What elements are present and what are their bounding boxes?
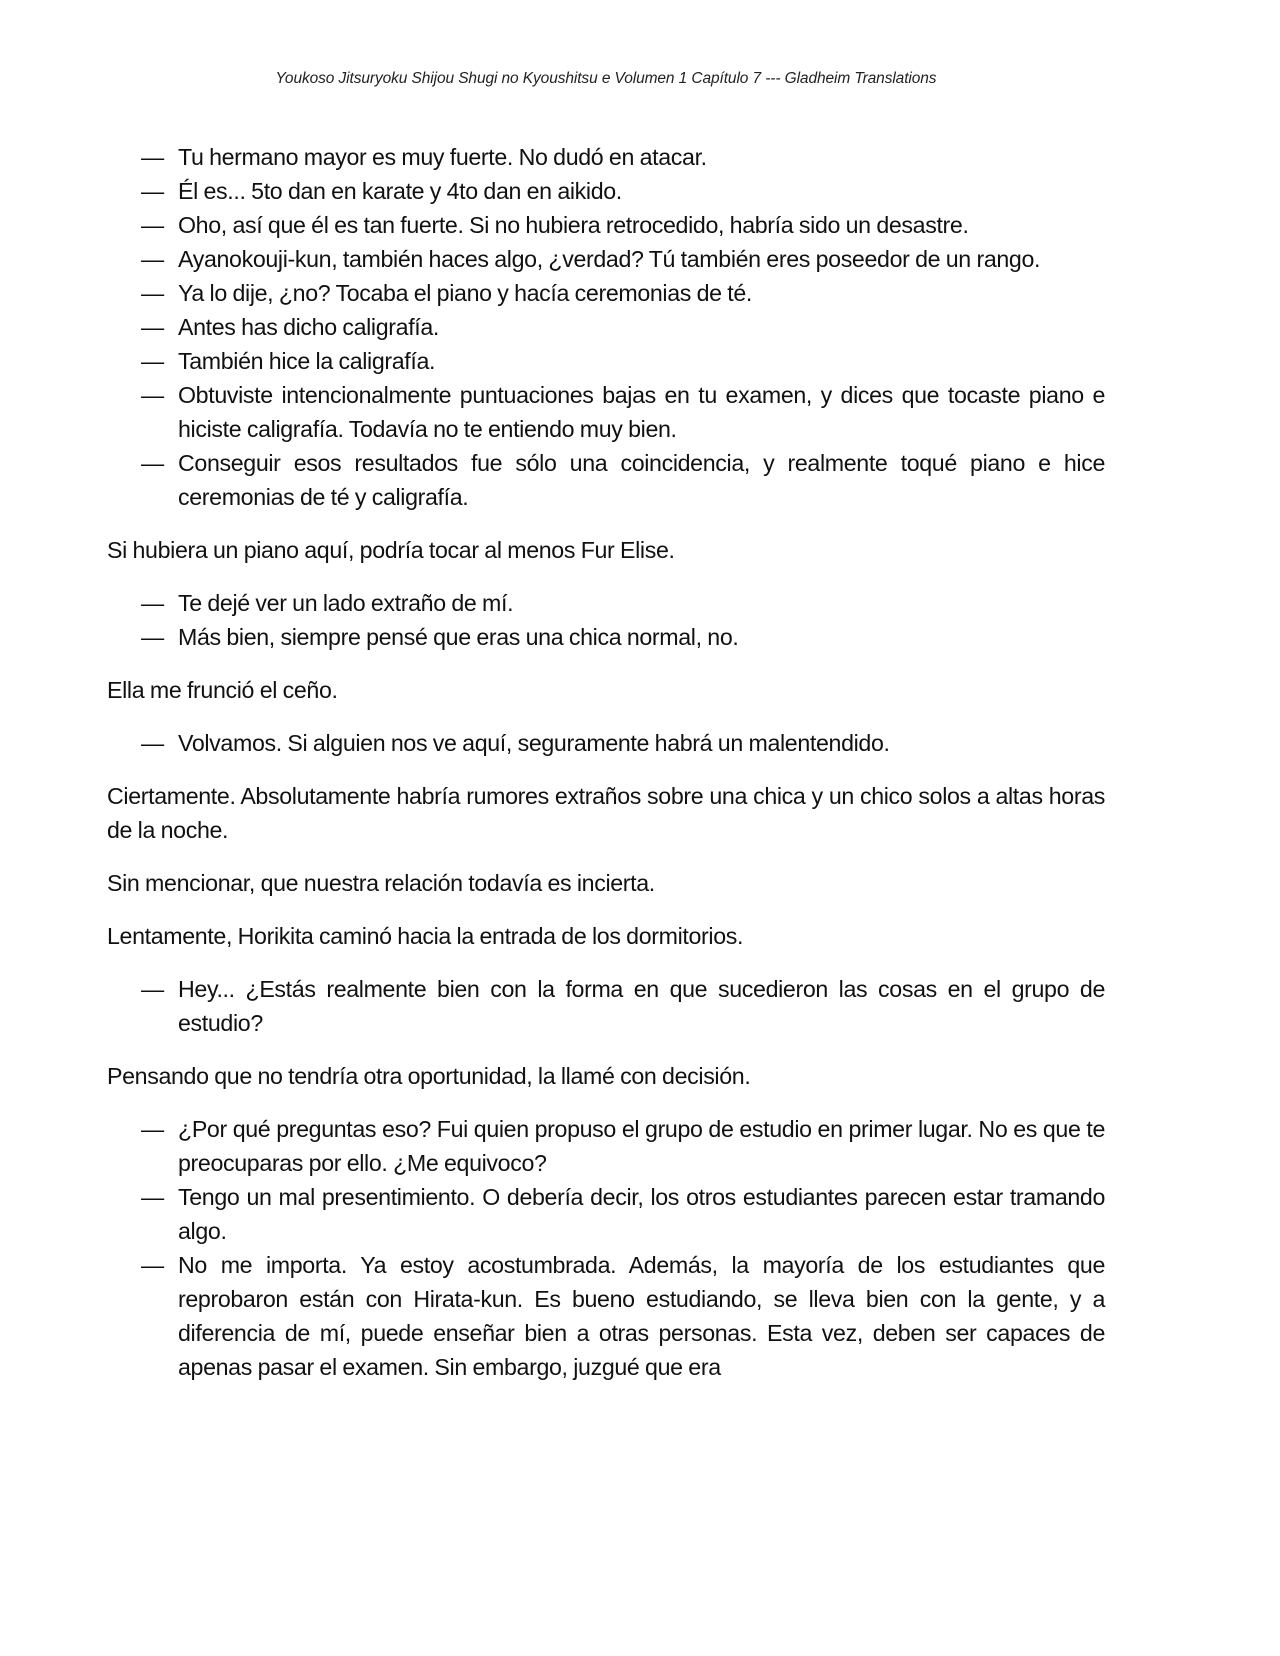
em-dash: — [141, 1252, 164, 1278]
dialogue-line: — ¿Por qué preguntas eso? Fui quien propuso el grupo de estudio en primer lugar. No es que te preocuparas por ello. ¿Me equivoco? [107, 1112, 1105, 1180]
dialogue-line: — También hice la caligrafía. [107, 344, 1105, 378]
em-dash: — [141, 976, 164, 1002]
dialogue-line: — Tengo un mal presentimiento. O debería decir, los otros estudiantes parecen estar tramando algo. [107, 1180, 1105, 1248]
em-dash: — [141, 348, 164, 374]
paragraph-gap [107, 900, 1105, 919]
dialogue-block [107, 586, 1105, 654]
em-dash: — [141, 382, 164, 408]
paragraph-gap [107, 1040, 1105, 1059]
dialogue-line: — Tu hermano mayor es muy fuerte. No dudó en atacar. [107, 140, 1105, 174]
paragraph-gap [107, 707, 1105, 726]
dialogue-line: — Obtuviste intencionalmente puntuaciones bajas en tu examen, y dices que tocaste piano e hiciste caligrafía. Todavía no te entiendo muy bien. [107, 378, 1105, 446]
dialogue-line: — Ayanokouji-kun, también haces algo, ¿verdad? Tú también eres poseedor de un rango. [107, 242, 1105, 276]
dialogue-line: — Él es... 5to dan en karate y 4to dan en aikido. [107, 174, 1105, 208]
dialogue-line: — Más bien, siempre pensé que eras una chica normal, no. [107, 620, 1105, 654]
paragraph-gap [107, 567, 1105, 586]
dialogue-block [107, 726, 1105, 760]
narration-paragraph: Ciertamente. Absolutamente habría rumores extraños sobre una chica y un chico solos a altas horas de la noche. [107, 783, 1105, 843]
em-dash: — [141, 450, 164, 476]
em-dash: — [141, 624, 164, 650]
em-dash: — [141, 730, 164, 756]
dialogue-line: — Antes has dicho caligrafía. [107, 310, 1105, 344]
paragraph-gap [107, 1093, 1105, 1112]
dialogue-line: — Oho, así que él es tan fuerte. Si no hubiera retrocedido, habría sido un desastre. [107, 208, 1105, 242]
em-dash: — [141, 144, 164, 170]
em-dash: — [141, 280, 164, 306]
dialogue-line: — Conseguir esos resultados fue sólo una coincidencia, y realmente toqué piano e hice ceremonias de té y caligrafía. [107, 446, 1105, 514]
dialogue-block [107, 140, 1105, 514]
paragraph-gap [107, 760, 1105, 779]
narration-paragraph: Si hubiera un piano aquí, podría tocar al menos Fur Elise. [107, 537, 675, 563]
dialogue-line: — No me importa. Ya estoy acostumbrada. Además, la mayoría de los estudiantes que reprobaron están con Hirata-kun. Es bueno estudiando, se lleva bien con la gente, y a diferencia de mí, puede enseñar bien a otras personas. Esta vez, deben ser capaces de apenas pasar el examen. Sin embargo, juzgué que era [107, 1248, 1105, 1384]
dialogue-line: — Ya lo dije, ¿no? Tocaba el piano y hacía ceremonias de té. [107, 276, 1105, 310]
narration-paragraph: Sin mencionar, que nuestra relación todavía es incierta. [107, 870, 655, 896]
dialogue-block [107, 972, 1105, 1040]
document-body [107, 140, 1105, 1384]
em-dash: — [141, 246, 164, 272]
paragraph-gap [107, 654, 1105, 673]
em-dash: — [141, 590, 164, 616]
paragraph-gap [107, 514, 1105, 533]
dialogue-line: — Te dejé ver un lado extraño de mí. [107, 586, 1105, 620]
paragraph-gap [107, 953, 1105, 972]
dialogue-block [107, 1112, 1105, 1384]
em-dash: — [141, 1184, 164, 1210]
narration-paragraph: Ella me frunció el ceño. [107, 677, 338, 703]
em-dash: — [141, 1116, 164, 1142]
narration-paragraph: Pensando que no tendría otra oportunidad, la llamé con decisión. [107, 1063, 751, 1089]
page-header-title: Youkoso Jitsuryoku Shijou Shugi no Kyoushitsu e Volumen 1 Capítulo 7 --- Gladheim Translations [275, 70, 937, 87]
narration-paragraph: Lentamente, Horikita caminó hacia la entrada de los dormitorios. [107, 923, 744, 949]
paragraph-gap [107, 847, 1105, 866]
dialogue-line: — Volvamos. Si alguien nos ve aquí, seguramente habrá un malentendido. [107, 726, 1105, 760]
em-dash: — [141, 212, 164, 238]
em-dash: — [141, 178, 164, 204]
em-dash: — [141, 314, 164, 340]
dialogue-line: — Hey... ¿Estás realmente bien con la forma en que sucedieron las cosas en el grupo de estudio? [107, 972, 1105, 1040]
